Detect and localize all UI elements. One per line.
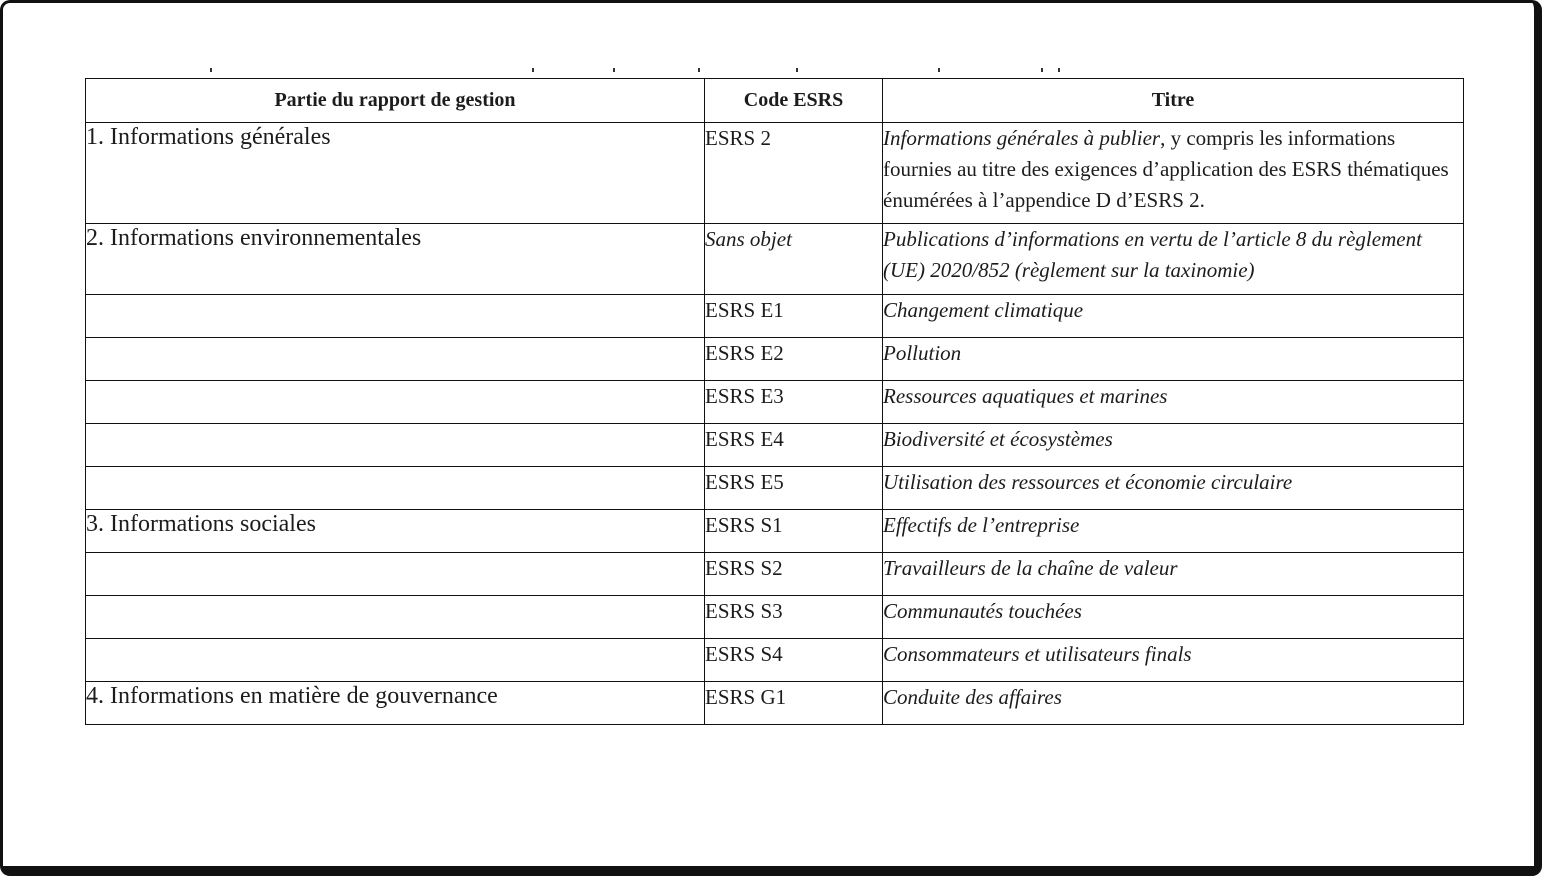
table-row — [86, 467, 1464, 510]
cell-code: ESRS S1 — [705, 510, 883, 553]
table-row — [86, 295, 1464, 338]
cell-part — [86, 424, 705, 467]
cell-title: Conduite des affaires — [883, 682, 1464, 725]
header-title: Titre — [883, 79, 1464, 123]
table-row — [86, 682, 1464, 725]
header-code: Code ESRS — [705, 79, 883, 123]
cell-part: 2. Informations environnementales — [86, 224, 705, 295]
header-part: Partie du rapport de gestion — [86, 79, 705, 123]
cell-part — [86, 295, 705, 338]
cell-code: ESRS S2 — [705, 553, 883, 596]
table-row — [86, 639, 1464, 682]
table-row — [86, 424, 1464, 467]
cell-title: Consommateurs et utilisateurs finals — [883, 639, 1464, 682]
table-row — [86, 123, 1464, 224]
cell-code: ESRS E1 — [705, 295, 883, 338]
cell-code: ESRS E5 — [705, 467, 883, 510]
cell-title: Travailleurs de la chaîne de valeur — [883, 553, 1464, 596]
table-row — [86, 510, 1464, 553]
cell-part: 1. Informations générales — [86, 123, 705, 224]
table-row — [86, 338, 1464, 381]
cell-code: ESRS 2 — [705, 123, 883, 224]
cell-title: Ressources aquatiques et marines — [883, 381, 1464, 424]
cell-part — [86, 639, 705, 682]
cell-code: Sans objet — [705, 224, 883, 295]
clipped-text-line — [86, 62, 1462, 75]
cell-code: ESRS E4 — [705, 424, 883, 467]
cell-title: Changement climatique — [883, 295, 1464, 338]
cell-part: 4. Informations en matière de gouvernance — [86, 682, 705, 725]
table-row — [86, 381, 1464, 424]
cell-part: 3. Informations sociales — [86, 510, 705, 553]
cell-title: Utilisation des ressources et économie circulaire — [883, 467, 1464, 510]
cell-title: Publications d’informations en vertu de l’article 8 du règlement (UE) 2020/852 (règlement sur la taxinomie) — [883, 224, 1464, 295]
cell-code: ESRS S3 — [705, 596, 883, 639]
cell-part — [86, 381, 705, 424]
cell-part — [86, 553, 705, 596]
cell-title: Pollution — [883, 338, 1464, 381]
cell-title: Effectifs de l’entreprise — [883, 510, 1464, 553]
table-row — [86, 224, 1464, 295]
cell-part — [86, 596, 705, 639]
table-header-row — [86, 79, 1464, 123]
cell-title: Communautés touchées — [883, 596, 1464, 639]
cell-title — [883, 123, 1464, 224]
table-row — [86, 596, 1464, 639]
table-row — [86, 553, 1464, 596]
cell-title: Biodiversité et écosystèmes — [883, 424, 1464, 467]
cell-code: ESRS E3 — [705, 381, 883, 424]
cell-part — [86, 467, 705, 510]
esrs-table — [85, 78, 1464, 725]
cell-code: ESRS S4 — [705, 639, 883, 682]
cell-code: ESRS E2 — [705, 338, 883, 381]
title-continuation: , y compris les informations fournies au titre des exigences d’application des ESRS thématiques énumérées à l’appendice D d’ESRS 2. — [883, 126, 1449, 212]
cell-part — [86, 338, 705, 381]
title-emphasis: Informations générales à publier — [883, 126, 1161, 150]
cell-code: ESRS G1 — [705, 682, 883, 725]
